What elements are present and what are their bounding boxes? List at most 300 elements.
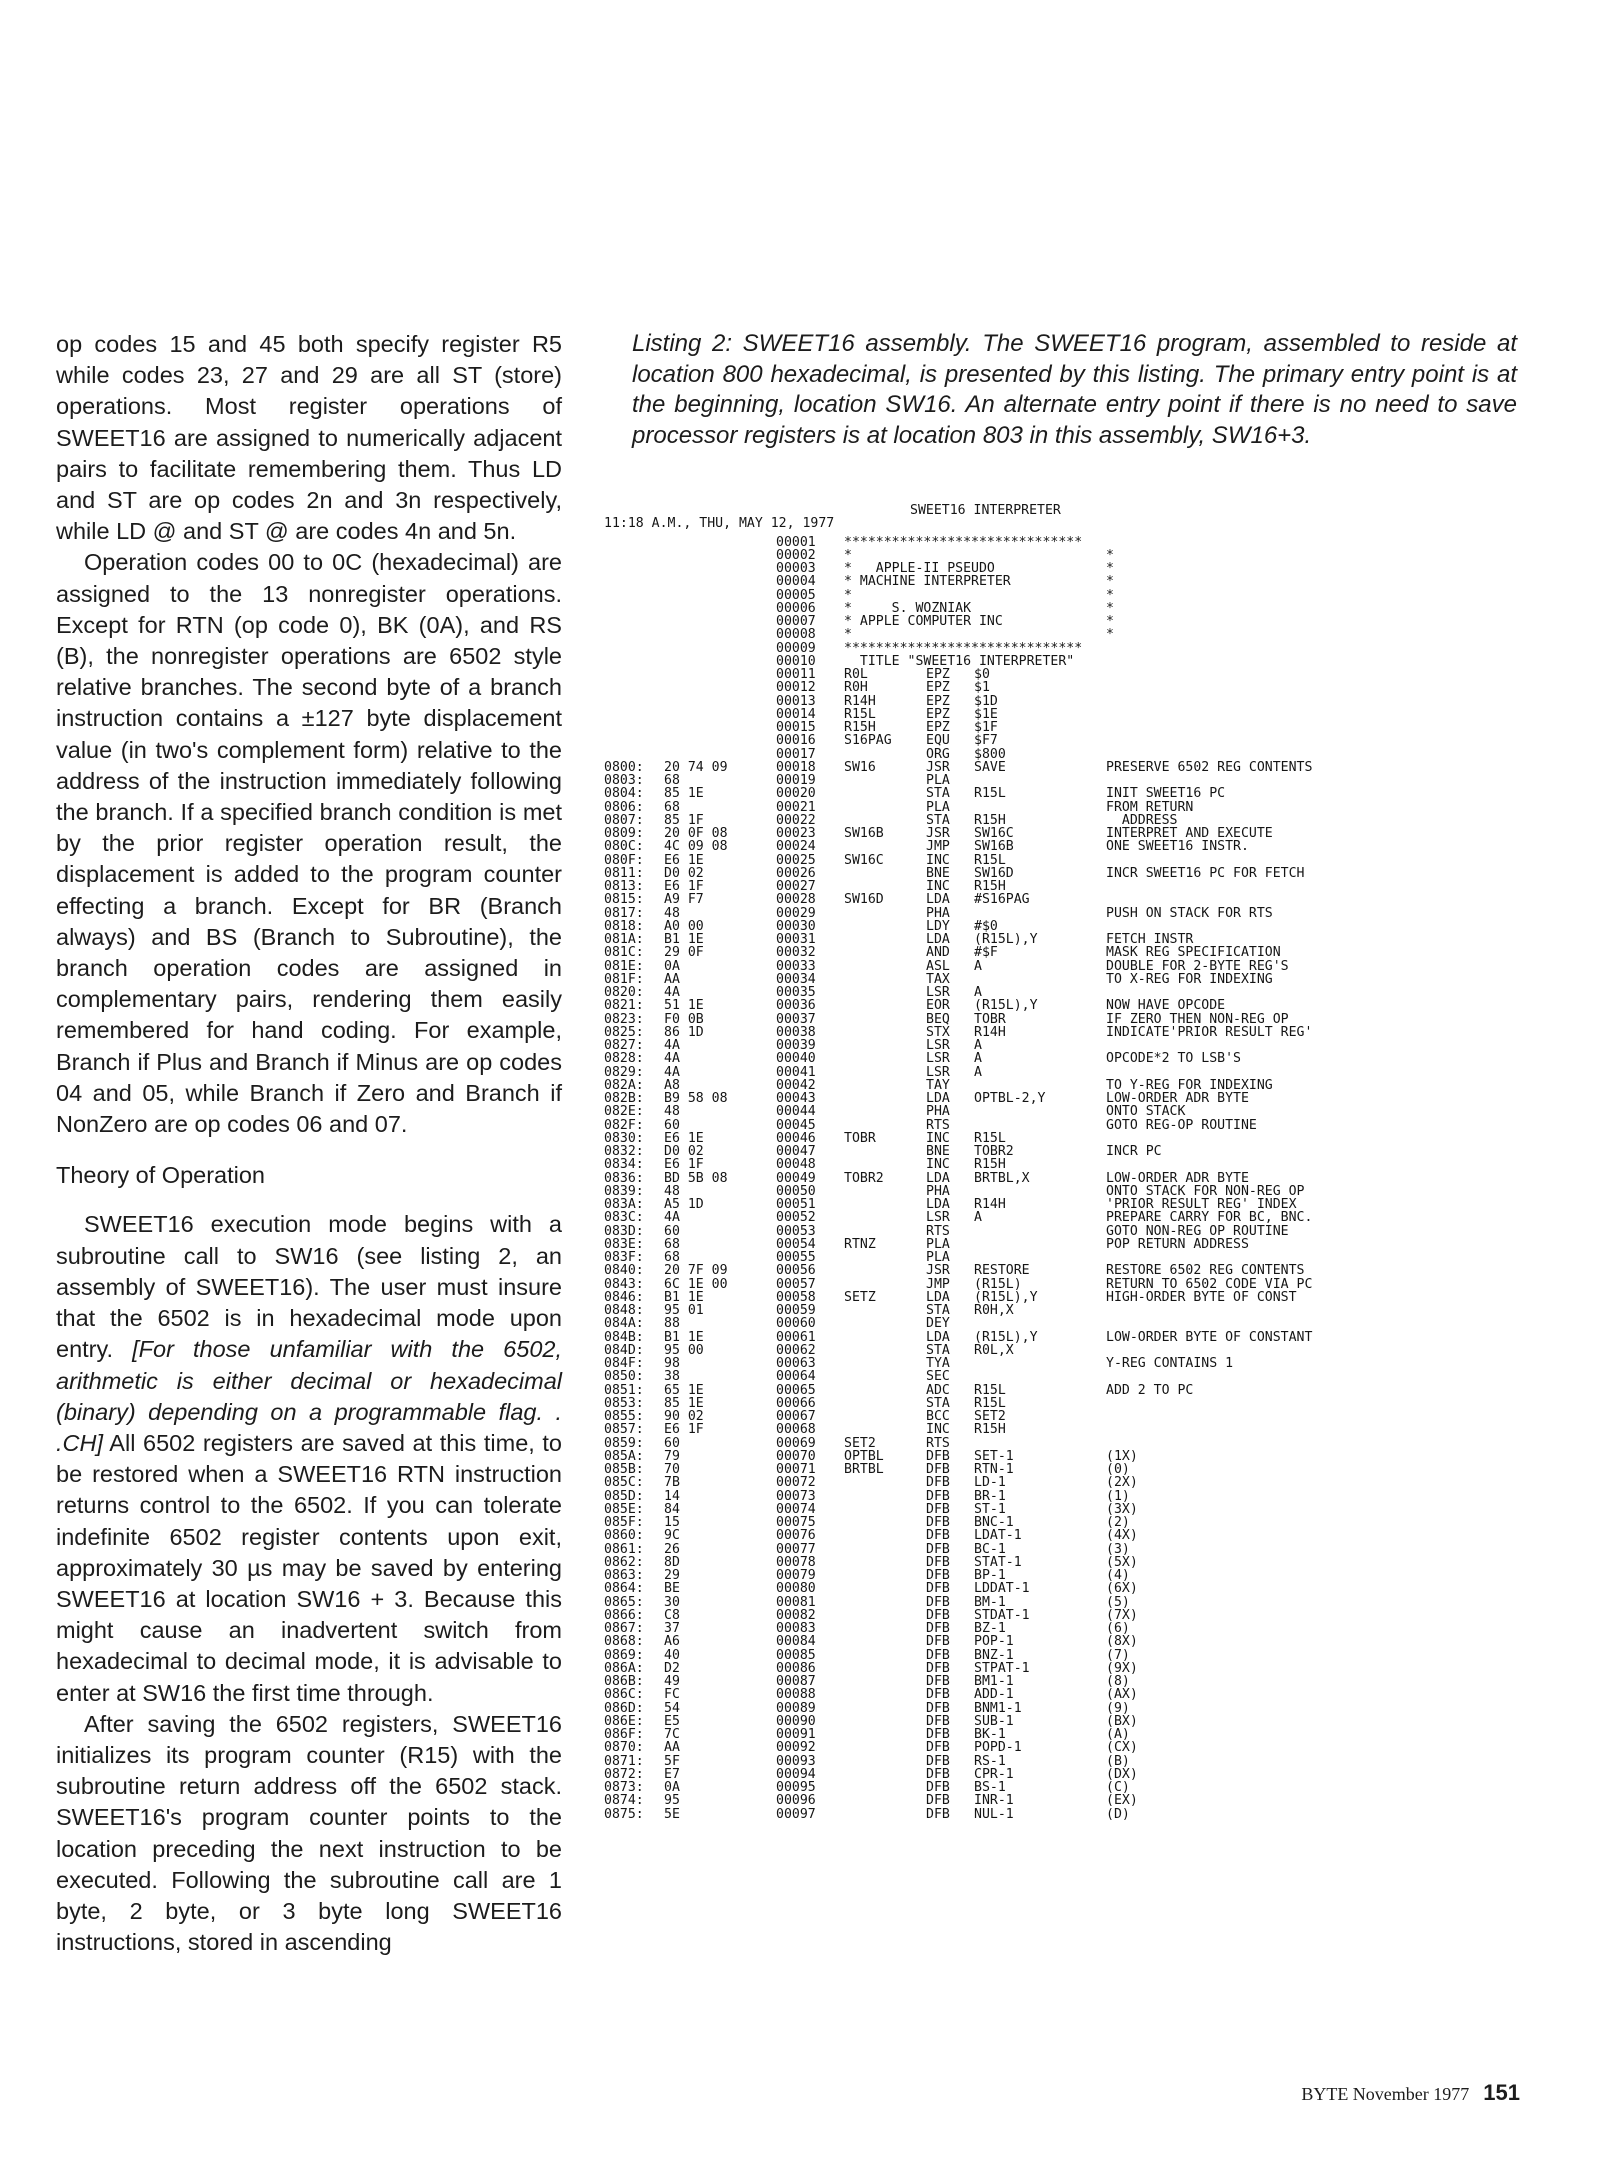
listing-address: 0864: [604,1582,644,1596]
listing-line [604,814,1604,827]
listing-address: 0804: [604,787,644,801]
listing-comment: ONE SWEET16 INSTR. [1106,840,1249,854]
listing-comment: (3X) [1106,1502,1138,1516]
listing-address: 0827: [604,1039,644,1053]
listing-line [604,986,1604,999]
listing-object-code: 4A [664,1065,680,1079]
listing-opcode: TAX [926,972,950,986]
listing-label [844,748,926,761]
listing-address: 086F: [604,1728,644,1742]
listing-operand: RTN-1 [974,1463,1014,1477]
listing-comment [1106,1039,1406,1052]
listing-object-code: 4C 09 08 [664,840,728,854]
listing-label [844,1066,926,1079]
listing-address: 086B: [604,1675,644,1689]
listing-address: 0848: [604,1304,644,1318]
listing-object-code: 29 0F [664,946,704,960]
listing-object-code: D0 02 [664,1145,704,1159]
listing-operand: POPD-1 [974,1741,1022,1755]
listing-line [604,642,1604,655]
listing-line [604,1675,1604,1688]
listing-address: 086E: [604,1714,644,1728]
listing-opcode: LDA [926,933,950,947]
listing-label [844,1185,926,1198]
listing-address: 0832: [604,1145,644,1159]
listing-object-code [664,575,776,588]
listing-label [844,1384,926,1397]
listing-operand: NUL-1 [974,1807,1014,1821]
listing-address: 0829: [604,1065,644,1079]
listing-comment: IF ZERO THEN NON-REG OP [1106,1012,1289,1026]
listing-line [604,1185,1604,1198]
listing-comment: NOW HAVE OPCODE [1106,999,1226,1013]
listing-opcode: BEQ [926,1012,950,1026]
listing-line [604,1463,1604,1476]
listing-address: 081A: [604,933,644,947]
listing-label [844,1013,926,1026]
listing-line-number: 00030 [776,919,816,933]
listing-line [604,1808,1604,1821]
listing-line [604,1238,1604,1251]
listing-line-number: 00043 [776,1092,816,1106]
listing-line-number: 00011 [776,668,816,682]
listing-comment [1106,1410,1406,1423]
listing-operand: BRTBL,X [974,1171,1030,1185]
listing-opcode: INC [926,880,950,894]
listing-operand: $F7 [974,734,998,748]
listing-label: SETZ [844,1290,876,1304]
listing-operand [974,1357,1106,1370]
listing-line [604,615,1604,628]
body-paragraph-1: op codes 15 and 45 both specify register R5 while codes 23, 27 and 29 are all ST (store) operations. Most register operations of SWEET16 are assigned to numerically adjacent pairs to facilitate remembering them. Thus LD and ST are op codes 2n and 3n respectively, while LD @ and ST @ are codes 4n and 5n. [56,331,562,545]
listing-opcode: JSR [926,760,950,774]
listing-opcode: DFB [926,1728,950,1742]
listing-label [844,1370,926,1383]
listing-object-code: A8 [664,1078,680,1092]
listing-comment [1106,695,1406,708]
listing-label [844,986,926,999]
listing-object-code: E7 [664,1767,680,1781]
listing-opcode: DFB [926,1476,950,1490]
listing-line [604,1105,1604,1118]
listing-operand: BC-1 [974,1542,1006,1556]
listing-object-code: 51 1E [664,999,704,1013]
listing-comment [1106,1344,1406,1357]
listing-line-number: 00009 [776,641,816,655]
listing-line-number: 00015 [776,721,816,735]
listing-comment [1106,1397,1406,1410]
listing-caption: Listing 2: SWEET16 assembly. The SWEET16 program, assembled to reside at location 800 hexadecimal, is presented by this listing. The primary entry point is at the beginning, location SW16. An alternate entry point if there is no need to save processor registers is at location 803 in this assembly, SW16+3. [632,330,1517,449]
listing-line-number: 00035 [776,986,816,1000]
listing-line-number: 00038 [776,1025,816,1039]
listing-line [604,801,1604,814]
listing-comment: RESTORE 6502 REG CONTENTS [1106,1264,1305,1278]
listing-opcode: DFB [926,1449,950,1463]
listing-opcode: TYA [926,1357,950,1371]
listing-opcode: DEY [926,1317,950,1331]
listing-operand: (R15L) [974,1277,1022,1291]
listing-comment: (2) [1106,1516,1130,1530]
listing-comment: POP RETURN ADDRESS [1106,1237,1249,1251]
listing-comment [1106,854,1406,867]
listing-address: 0860: [604,1529,644,1543]
listing-comment: (D) [1106,1807,1130,1821]
listing-label [844,1529,926,1542]
listing-operand: BK-1 [974,1728,1006,1742]
listing-line-number: 00076 [776,1529,816,1543]
listing-label [844,1119,926,1132]
listing-line [604,1543,1604,1556]
listing-object-code: 7C [664,1728,680,1742]
listing-comment: GOTO REG-OP ROUTINE [1106,1118,1257,1132]
listing-line-number: 00061 [776,1330,816,1344]
listing-label [844,1158,926,1171]
listing-object-code [664,655,776,668]
listing-line-number: 00032 [776,946,816,960]
listing-line-number: 00022 [776,813,816,827]
listing-label [844,1225,926,1238]
listing-operand: SW16B [974,840,1014,854]
listing-address: 084D: [604,1343,644,1357]
listing-line-number: 00079 [776,1569,816,1583]
listing-line [604,1702,1604,1715]
listing-line-number: 00095 [776,1781,816,1795]
listing-operand: A [974,1211,982,1225]
listing-line [604,880,1604,893]
listing-line-number: 00077 [776,1542,816,1556]
listing-opcode: INC [926,1158,950,1172]
listing-opcode: DFB [926,1463,950,1477]
listing-comment [1106,681,1406,694]
listing-object-code: 4A [664,1039,680,1053]
listing-operand: LDDAT-1 [974,1582,1030,1596]
listing-operand [974,801,1106,814]
listing-line-number: 00064 [776,1370,816,1384]
listing-label: TOBR [844,1131,876,1145]
listing-opcode: STA [926,1396,950,1410]
listing-object-code: 8D [664,1555,680,1569]
listing-operand: BZ-1 [974,1622,1006,1636]
listing-line [604,721,1604,734]
listing-label: SET2 [844,1436,876,1450]
listing-address: 0828: [604,1052,644,1066]
listing-object-code: 68 [664,1237,680,1251]
listing-opcode: PHA [926,1184,950,1198]
listing-address: 0859: [604,1436,644,1450]
listing-address: 0872: [604,1767,644,1781]
listing-line [604,1450,1604,1463]
listing-operand: OPTBL-2,Y [974,1092,1046,1106]
listing-object-code: 60 [664,1224,680,1238]
listing-line-number: 00001 [776,535,816,549]
listing-comment: PRESERVE 6502 REG CONTENTS [1106,760,1313,774]
listing-comment [1106,880,1406,893]
listing-label: ****************************** [844,535,1083,549]
listing-line [604,748,1604,761]
listing-label [844,1781,926,1794]
listing-operand [974,1185,1106,1198]
listing-address: 082B: [604,1092,644,1106]
listing-line-number: 00046 [776,1131,816,1145]
listing-comment: ADD 2 TO PC [1106,1383,1194,1397]
listing-address: 0873: [604,1781,644,1795]
listing-line [604,1211,1604,1224]
listing-comment [1106,1158,1406,1171]
listing-line-number: 00040 [776,1052,816,1066]
listing-operand: BNZ-1 [974,1648,1014,1662]
listing-opcode: STA [926,1304,950,1318]
listing-line [604,1596,1604,1609]
listing-address: 080F: [604,853,644,867]
listing-line [604,1635,1604,1648]
listing-line-number: 00093 [776,1754,816,1768]
listing-label [844,1145,926,1158]
listing-comment: TO X-REG FOR INDEXING [1106,972,1273,986]
listing-object-code: 26 [664,1542,680,1556]
listing-opcode: ORG [926,747,950,761]
listing-operand: $1 [974,681,990,695]
listing-address: 083C: [604,1211,644,1225]
listing-opcode: LSR [926,986,950,1000]
listing-address [604,575,664,588]
listing-object-code: 4A [664,1211,680,1225]
listing-label [844,1649,926,1662]
listing-line [604,1172,1604,1185]
listing-object-code: 6C 1E 00 [664,1277,728,1291]
listing-operand: (R15L),Y [974,933,1038,947]
listing-operand: SW16D [974,866,1014,880]
listing-opcode: LDA [926,1198,950,1212]
listing-operand: R0H,X [974,1304,1014,1318]
listing-line [604,668,1604,681]
listing-opcode: STA [926,1343,950,1357]
listing-label: * APPLE COMPUTER INC [844,615,1003,629]
listing-label: * [844,588,852,602]
listing-line [604,920,1604,933]
listing-line-number: 00018 [776,760,816,774]
listing-address: 081E: [604,959,644,973]
listing-label [844,1741,926,1754]
listing-label [844,1675,926,1688]
listing-opcode: DFB [926,1595,950,1609]
listing-object-code: 85 1E [664,787,704,801]
listing-line-number: 00010 [776,654,816,668]
listing-opcode: LDA [926,893,950,907]
listing-label [844,1755,926,1768]
listing-operand [974,1437,1106,1450]
listing-opcode: STA [926,787,950,801]
listing-line-number: 00050 [776,1184,816,1198]
listing-object-code: 85 1E [664,1396,704,1410]
assembly-listing [604,504,1604,1821]
listing-object-code: 90 02 [664,1410,704,1424]
listing-address [604,668,664,681]
listing-comment [1106,655,1406,668]
listing-opcode: DFB [926,1622,950,1636]
listing-line-number: 00063 [776,1357,816,1371]
page-number: 151 [1483,2080,1520,2105]
listing-opcode: DFB [926,1542,950,1556]
listing-object-code: 14 [664,1489,680,1503]
listing-label: * [844,628,852,642]
listing-line [604,1688,1604,1701]
listing-object-code: AA [664,1741,680,1755]
listing-opcode: DFB [926,1767,950,1781]
listing-object-code: 85 1F [664,813,704,827]
listing-label: BRTBL [844,1463,884,1477]
listing-object-code: 4A [664,986,680,1000]
listing-comment: (7X) [1106,1608,1138,1622]
listing-operand: $800 [974,747,1006,761]
listing-address: 0840: [604,1264,644,1278]
listing-line-number: 00051 [776,1198,816,1212]
listing-line [604,1741,1604,1754]
listing-line-number: 00025 [776,853,816,867]
listing-operand: SUB-1 [974,1714,1014,1728]
listing-comment: (9X) [1106,1661,1138,1675]
listing-operand: R14H [974,1198,1006,1212]
listing-label: RTNZ [844,1237,876,1251]
listing-object-code: 68 [664,800,680,814]
listing-object-code: 20 0F 08 [664,827,728,841]
listing-object-code: 79 [664,1449,680,1463]
listing-operand: #$F [974,946,998,960]
listing-operand: R15H [974,880,1006,894]
listing-object-code: A9 F7 [664,893,704,907]
listing-address: 0846: [604,1290,644,1304]
listing-object-code: 95 [664,1794,680,1808]
listing-address: 0830: [604,1131,644,1145]
listing-line-number: 00070 [776,1449,816,1463]
listing-label: R14H [844,694,876,708]
listing-line [604,933,1604,946]
listing-object-code: 20 74 09 [664,760,728,774]
listing-label [844,1079,926,1092]
listing-label [844,787,926,800]
listing-label [844,1278,926,1291]
listing-line-number: 00037 [776,1012,816,1026]
listing-label: * APPLE-II PSEUDO [844,562,995,576]
listing-address: 085A: [604,1449,644,1463]
listing-line [604,708,1604,721]
listing-operand: TOBR2 [974,1145,1014,1159]
listing-address: 080C: [604,840,644,854]
listing-opcode: EPZ [926,694,950,708]
listing-label [844,1317,926,1330]
listing-line [604,1052,1604,1065]
listing-opcode: DFB [926,1529,950,1543]
listing-comment: (1X) [1106,1449,1138,1463]
listing-comment [1106,1251,1406,1264]
listing-comment: LOW-ORDER ADR BYTE [1106,1092,1249,1106]
listing-line [604,1145,1604,1158]
listing-opcode: DFB [926,1635,950,1649]
listing-address [604,628,664,641]
listing-address: 0823: [604,1012,644,1026]
listing-label: R0H [844,681,868,695]
listing-comment: (1) [1106,1489,1130,1503]
listing-object-code: 40 [664,1648,680,1662]
listing-address: 0866: [604,1608,644,1622]
listing-label [844,1582,926,1595]
listing-label [844,1344,926,1357]
listing-line-number: 00074 [776,1502,816,1516]
listing-object-code: 86 1D [664,1025,704,1039]
listing-comment [1106,721,1406,734]
listing-line-number: 00094 [776,1767,816,1781]
listing-line-number: 00031 [776,933,816,947]
listing-object-code: 98 [664,1357,680,1371]
listing-object-code: 65 1E [664,1383,704,1397]
listing-operand: BNM1-1 [974,1701,1022,1715]
listing-opcode: STA [926,813,950,827]
listing-line-number: 00045 [776,1118,816,1132]
listing-opcode [926,628,974,641]
listing-object-code [664,536,776,549]
listing-operand: BM1-1 [974,1675,1014,1689]
listing-address: 0815: [604,893,644,907]
listing-line [604,840,1604,853]
listing-comment: (7) [1106,1648,1130,1662]
listing-line [604,1662,1604,1675]
listing-object-code: 95 01 [664,1304,704,1318]
listing-line-number: 00034 [776,972,816,986]
listing-title: SWEET16 INTERPRETER [910,503,1061,518]
listing-object-code [664,562,776,575]
listing-operand: A [974,1052,982,1066]
listing-line-number: 00044 [776,1105,816,1119]
listing-line [604,1556,1604,1569]
listing-label [844,1331,926,1344]
listing-line-number: 00071 [776,1463,816,1477]
listing-operand: ADD-1 [974,1688,1014,1702]
listing-line-number: 00060 [776,1317,816,1331]
listing-line-number: 00006 [776,601,816,615]
listing-comment [1106,1437,1406,1450]
listing-object-code: 48 [664,1184,680,1198]
listing-label [844,840,926,853]
listing-opcode: DFB [926,1516,950,1530]
listing-label [844,1609,926,1622]
listing-comment: (5) [1106,1595,1130,1609]
listing-address [604,681,664,694]
listing-address [604,602,664,615]
body-text-column [56,329,562,1958]
listing-line-number: 00067 [776,1410,816,1424]
listing-address: 0818: [604,919,644,933]
listing-opcode: EPZ [926,668,950,682]
listing-operand: RS-1 [974,1754,1006,1768]
listing-comment: (B) [1106,1754,1130,1768]
listing-line-number: 00053 [776,1224,816,1238]
listing-label [844,814,926,827]
listing-line [604,960,1604,973]
listing-comment [1106,536,1406,549]
listing-object-code [664,615,776,628]
listing-operand: TOBR [974,1012,1006,1026]
listing-label [844,933,926,946]
listing-comment: Y-REG CONTAINS 1 [1106,1357,1234,1371]
listing-comment [1106,1304,1406,1317]
listing-line [604,946,1604,959]
listing-opcode: LDA [926,1171,950,1185]
listing-opcode: JMP [926,1277,950,1291]
listing-operand: R15H [974,1158,1006,1172]
listing-comment: (4) [1106,1569,1130,1583]
listing-comment: (8X) [1106,1635,1138,1649]
listing-operand: $1E [974,707,998,721]
listing-line [604,854,1604,867]
